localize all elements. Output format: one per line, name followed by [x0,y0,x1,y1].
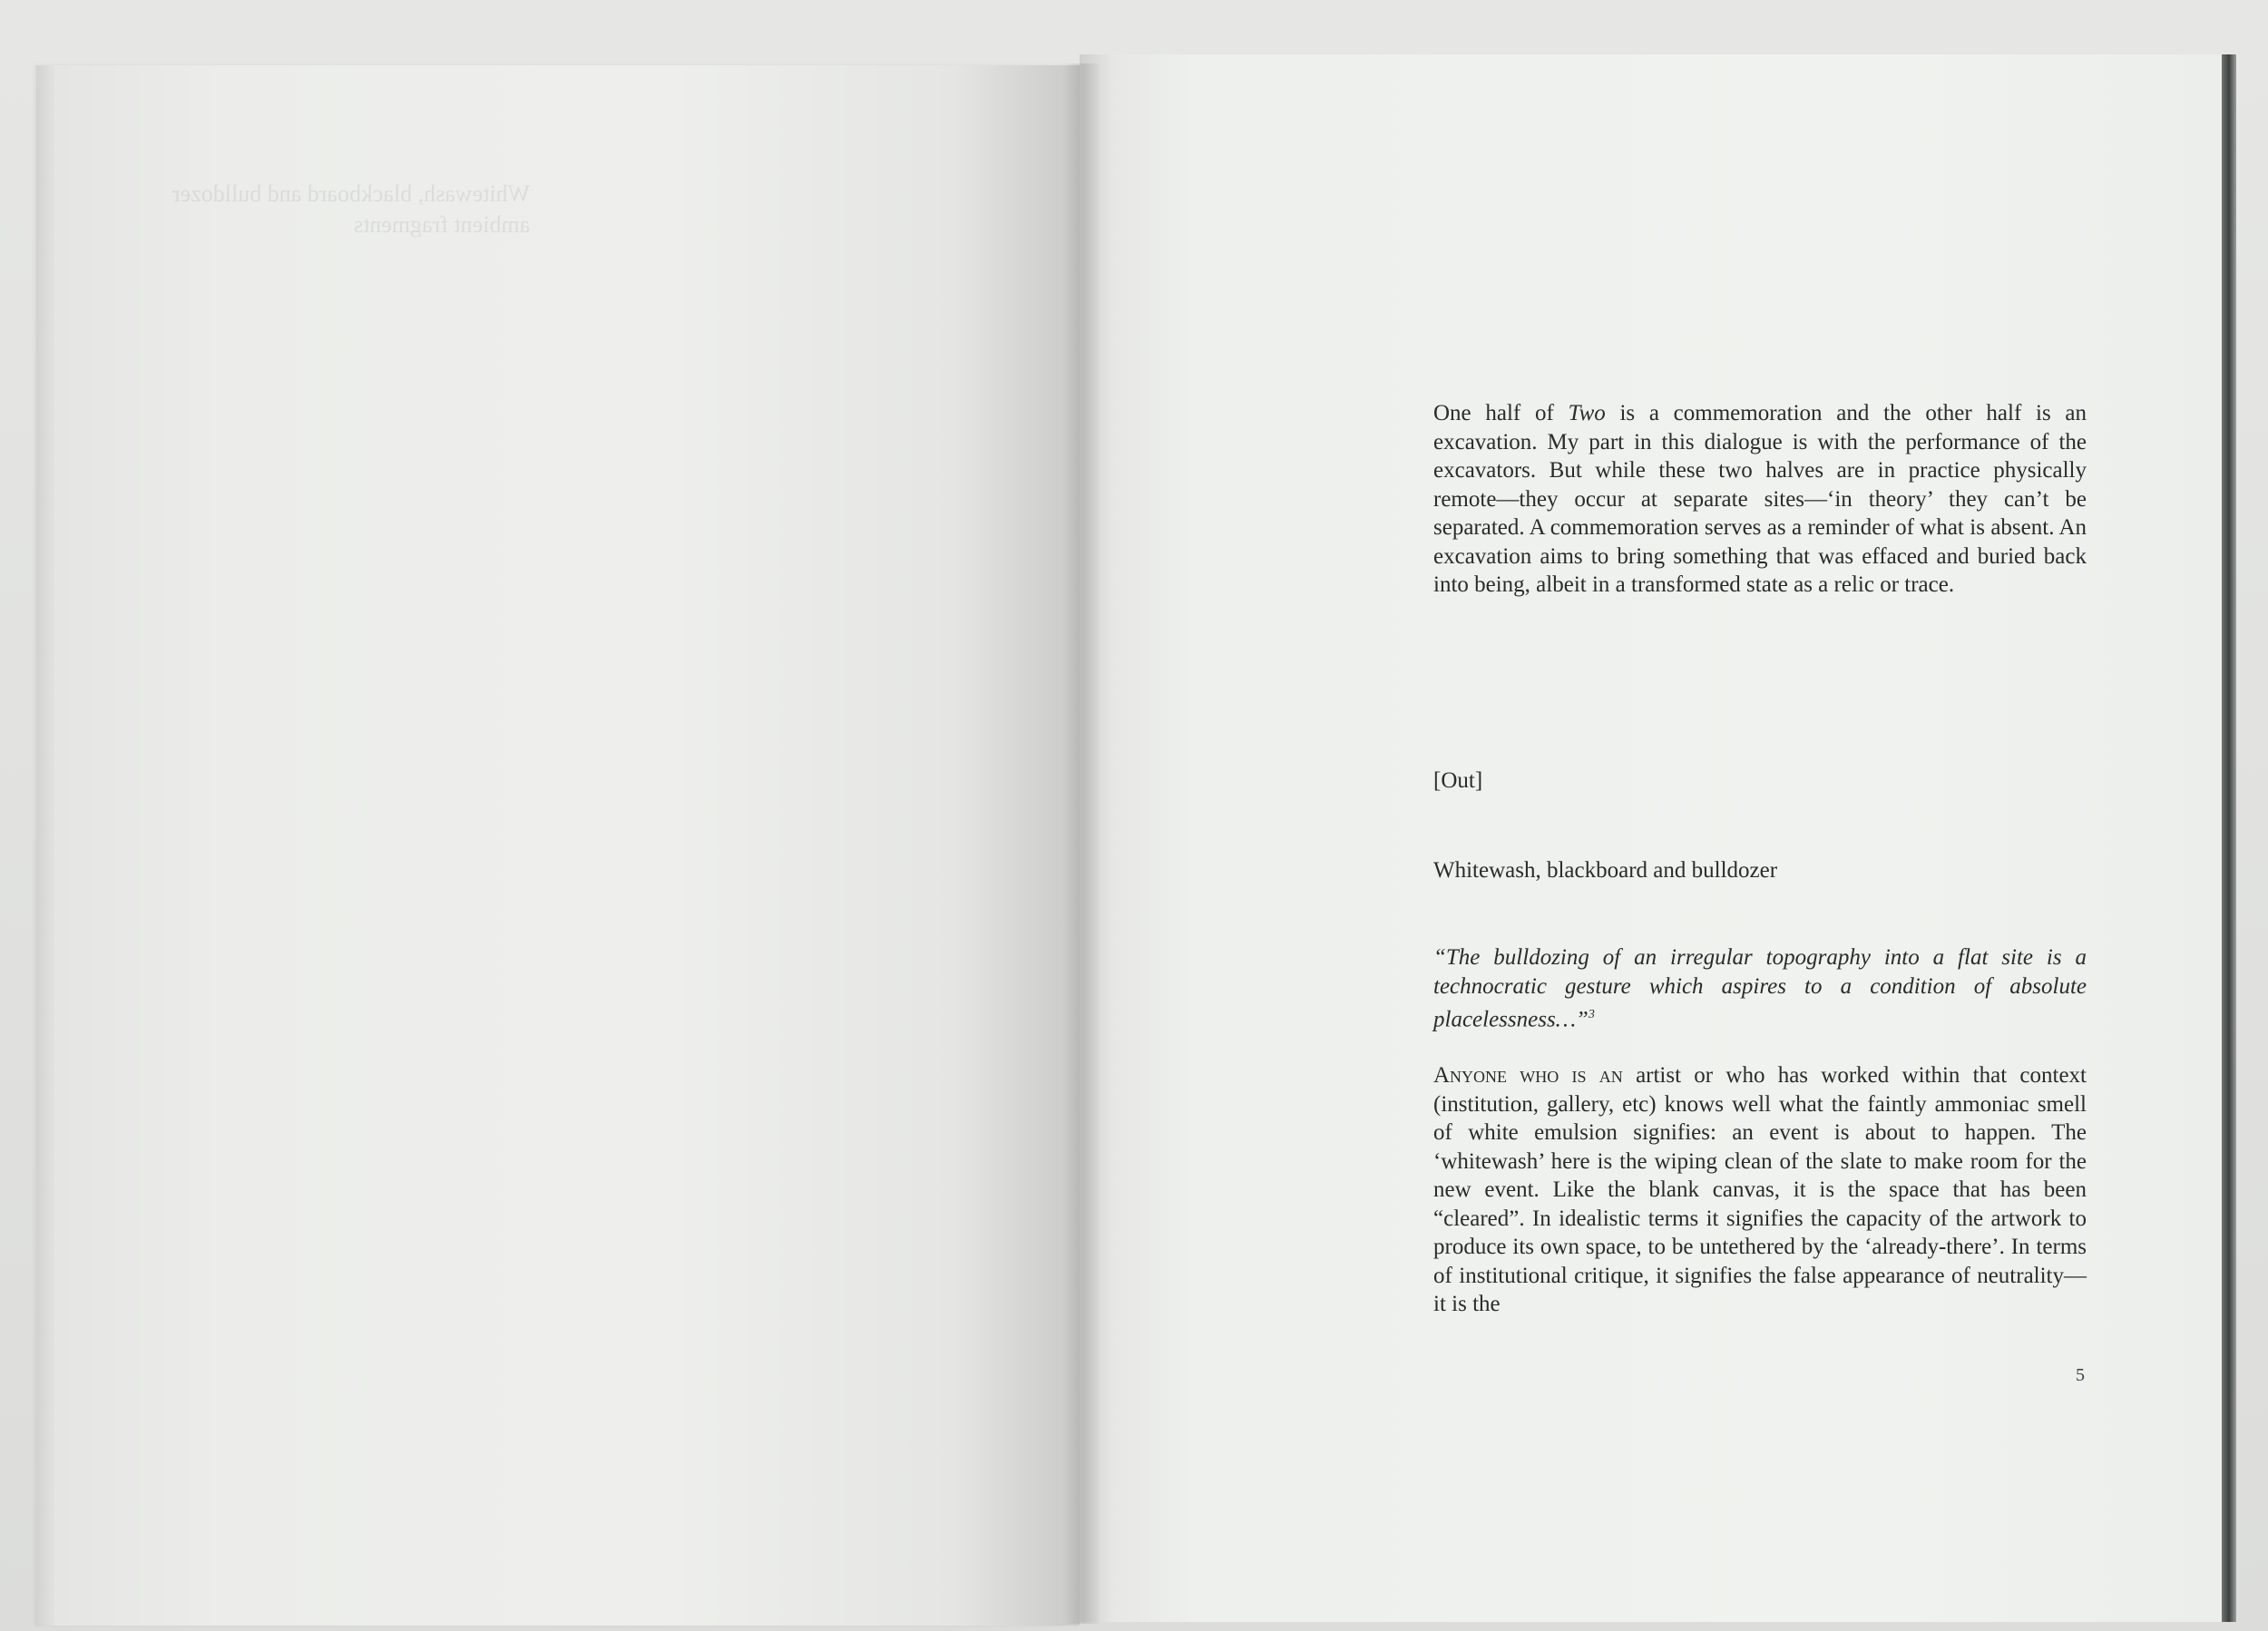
epigraph-text: “The bulldozing of an irregular topography into a flat site is a technocratic gesture which aspires to a condition of absolute placelessness…” [1433,945,2087,1032]
body-text: artist or who has worked within that context (institution, gallery, etc) knows well what the faintly ammoniac smell of white emulsion signifies: an event is about to happen. The ‘whitewash’ here is the wiping clean of the slate to make room for the new event. Like the blank canvas, it is the space that has been “cleared”. In idealistic terms it signifies the capacity of the artwork to produce its own space, to be untethered by the ‘already-there’. In terms of institutional critique, it signifies the false appearance of neutrality—it is the [1433,1063,2087,1316]
left-page-edge [36,65,54,1626]
show-through-line: ambient fragments [353,210,531,238]
intro-text: is a commemoration and the other half is an excavation. My part in this dialogue is with the performance of the excavators. But while these two halves are in practice physically remote—they occur at separate sites—‘in theory’ they can’t be separated. A commemoration serves as a reminder of what is absent. An excavation aims to bring something that was effaced and buried back into being, albeit in a transformed state as a relic or trace. [1433,401,2087,597]
epigraph [1433,943,2087,1034]
section-label: [Out] [1433,768,1483,793]
open-booklet [36,27,2232,1601]
body-lead-in: Anyone who is an [1433,1063,1623,1088]
booklet-cover-edge [2222,54,2236,1622]
section-heading: Whitewash, blackboard and bulldozer [1433,858,1778,883]
right-page [1080,54,2227,1622]
show-through-text [172,179,530,240]
left-page [36,65,1080,1626]
intro-paragraph [1433,399,2087,600]
show-through-line: Whitewash, blackboard and bulldozer [172,181,531,207]
intro-text: One half of [1433,401,1569,425]
work-title: Two [1568,401,1606,425]
page-text-block [1433,399,2087,1316]
footnote-marker: 3 [1588,1008,1595,1021]
center-gutter-shadow [1063,63,1100,1624]
body-paragraph [1433,1061,2087,1319]
page-number: 5 [2076,1365,2085,1385]
